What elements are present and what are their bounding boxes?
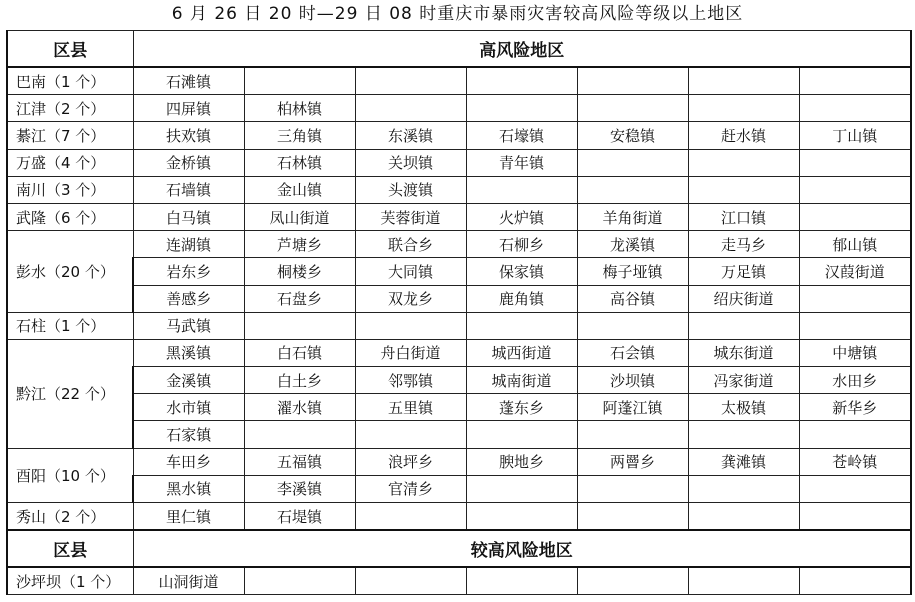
town-cell: 石堤镇 xyxy=(244,503,355,531)
town-cell: 头渡镇 xyxy=(355,176,466,203)
town-cell: 水市镇 xyxy=(133,394,244,421)
empty-cell xyxy=(577,312,688,339)
town-cell: 万足镇 xyxy=(688,258,799,285)
county-cell: 酉阳（10 个） xyxy=(7,448,133,502)
table-row xyxy=(7,567,911,595)
empty-cell xyxy=(688,95,799,122)
empty-cell xyxy=(688,67,799,95)
table-row xyxy=(7,258,911,285)
town-cell: 蓬东乡 xyxy=(466,394,577,421)
empty-cell xyxy=(355,95,466,122)
town-cell: 里仁镇 xyxy=(133,503,244,531)
town-cell: 扶欢镇 xyxy=(133,122,244,149)
town-cell: 石盘乡 xyxy=(244,285,355,312)
town-cell: 石滩镇 xyxy=(133,67,244,95)
town-cell: 苍岭镇 xyxy=(799,448,911,475)
town-cell: 走马乡 xyxy=(688,231,799,258)
empty-cell xyxy=(688,421,799,448)
town-cell: 汉葭街道 xyxy=(799,258,911,285)
county-cell: 綦江（7 个） xyxy=(7,122,133,149)
risk-table xyxy=(6,30,912,595)
empty-cell xyxy=(577,475,688,502)
town-cell: 五里镇 xyxy=(355,394,466,421)
empty-cell xyxy=(688,475,799,502)
town-cell: 石柳乡 xyxy=(466,231,577,258)
town-cell: 龙溪镇 xyxy=(577,231,688,258)
town-cell: 水田乡 xyxy=(799,367,911,394)
county-column-header: 区县 xyxy=(7,31,133,68)
empty-cell xyxy=(799,149,911,176)
empty-cell xyxy=(799,203,911,230)
town-cell: 火炉镇 xyxy=(466,203,577,230)
town-cell: 石壕镇 xyxy=(466,122,577,149)
empty-cell xyxy=(466,67,577,95)
town-cell: 高谷镇 xyxy=(577,285,688,312)
town-cell: 柏林镇 xyxy=(244,95,355,122)
empty-cell xyxy=(799,176,911,203)
empty-cell xyxy=(466,176,577,203)
town-cell: 连湖镇 xyxy=(133,231,244,258)
town-cell: 城东街道 xyxy=(688,339,799,366)
town-cell: 马武镇 xyxy=(133,312,244,339)
town-cell: 新华乡 xyxy=(799,394,911,421)
town-cell: 羊角街道 xyxy=(577,203,688,230)
town-cell: 五福镇 xyxy=(244,448,355,475)
town-cell: 金山镇 xyxy=(244,176,355,203)
county-cell: 江津（2 个） xyxy=(7,95,133,122)
empty-cell xyxy=(355,421,466,448)
empty-cell xyxy=(577,567,688,595)
county-cell: 沙坪坝（1 个） xyxy=(7,567,133,595)
county-column-header: 区县 xyxy=(7,530,133,567)
town-cell: 联合乡 xyxy=(355,231,466,258)
table-row xyxy=(7,203,911,230)
town-cell: 善感乡 xyxy=(133,285,244,312)
town-cell: 沙坝镇 xyxy=(577,367,688,394)
town-cell: 金溪镇 xyxy=(133,367,244,394)
town-cell: 舟白街道 xyxy=(355,339,466,366)
town-cell: 芙蓉街道 xyxy=(355,203,466,230)
empty-cell xyxy=(688,567,799,595)
table-row xyxy=(7,421,911,448)
empty-cell xyxy=(244,312,355,339)
town-cell: 梅子垭镇 xyxy=(577,258,688,285)
town-cell: 金桥镇 xyxy=(133,149,244,176)
town-cell: 白马镇 xyxy=(133,203,244,230)
town-cell: 东溪镇 xyxy=(355,122,466,149)
table-row xyxy=(7,122,911,149)
empty-cell xyxy=(577,421,688,448)
empty-cell xyxy=(799,475,911,502)
empty-cell xyxy=(799,312,911,339)
empty-cell xyxy=(688,176,799,203)
empty-cell xyxy=(577,95,688,122)
empty-cell xyxy=(688,503,799,531)
town-cell: 三角镇 xyxy=(244,122,355,149)
risk-area-column-header: 较高风险地区 xyxy=(133,530,911,567)
table-row xyxy=(7,367,911,394)
town-cell: 四屏镇 xyxy=(133,95,244,122)
empty-cell xyxy=(466,95,577,122)
town-cell: 芦塘乡 xyxy=(244,231,355,258)
town-cell: 中塘镇 xyxy=(799,339,911,366)
table-row xyxy=(7,95,911,122)
empty-cell xyxy=(688,149,799,176)
town-cell: 青年镇 xyxy=(466,149,577,176)
table-row xyxy=(7,448,911,475)
town-cell: 浪坪乡 xyxy=(355,448,466,475)
town-cell: 濯水镇 xyxy=(244,394,355,421)
town-cell: 石墙镇 xyxy=(133,176,244,203)
empty-cell xyxy=(799,567,911,595)
town-cell: 黑溪镇 xyxy=(133,339,244,366)
town-cell: 李溪镇 xyxy=(244,475,355,502)
town-cell: 石家镇 xyxy=(133,421,244,448)
empty-cell xyxy=(688,312,799,339)
town-cell: 关坝镇 xyxy=(355,149,466,176)
town-cell: 大同镇 xyxy=(355,258,466,285)
empty-cell xyxy=(244,67,355,95)
table-row xyxy=(7,231,911,258)
town-cell: 车田乡 xyxy=(133,448,244,475)
empty-cell xyxy=(577,67,688,95)
empty-cell xyxy=(355,67,466,95)
town-cell: 山洞街道 xyxy=(133,567,244,595)
table-row xyxy=(7,339,911,366)
empty-cell xyxy=(355,567,466,595)
county-cell: 万盛（4 个） xyxy=(7,149,133,176)
table-row xyxy=(7,475,911,502)
town-cell: 黑水镇 xyxy=(133,475,244,502)
town-cell: 石林镇 xyxy=(244,149,355,176)
empty-cell xyxy=(799,95,911,122)
empty-cell xyxy=(577,149,688,176)
empty-cell xyxy=(799,503,911,531)
empty-cell xyxy=(244,567,355,595)
empty-cell xyxy=(466,312,577,339)
town-cell: 腴地乡 xyxy=(466,448,577,475)
table-row xyxy=(7,312,911,339)
empty-cell xyxy=(355,503,466,531)
section-header-row xyxy=(7,31,911,68)
table-row xyxy=(7,503,911,531)
county-cell: 武隆（6 个） xyxy=(7,203,133,230)
town-cell: 两罾乡 xyxy=(577,448,688,475)
section-header-row xyxy=(7,530,911,567)
town-cell: 郁山镇 xyxy=(799,231,911,258)
empty-cell xyxy=(799,285,911,312)
town-cell: 太极镇 xyxy=(688,394,799,421)
empty-cell xyxy=(466,475,577,502)
town-cell: 石会镇 xyxy=(577,339,688,366)
table-row xyxy=(7,67,911,95)
town-cell: 冯家街道 xyxy=(688,367,799,394)
town-cell: 丁山镇 xyxy=(799,122,911,149)
town-cell: 白土乡 xyxy=(244,367,355,394)
town-cell: 保家镇 xyxy=(466,258,577,285)
town-cell: 岩东乡 xyxy=(133,258,244,285)
empty-cell xyxy=(355,312,466,339)
page-title: 6 月 26 日 20 时—29 日 08 时重庆市暴雨灾害较高风险等级以上地区 xyxy=(171,4,744,24)
town-cell: 龚滩镇 xyxy=(688,448,799,475)
town-cell: 邻鄂镇 xyxy=(355,367,466,394)
table-row xyxy=(7,149,911,176)
county-cell: 秀山（2 个） xyxy=(7,503,133,531)
county-cell: 南川（3 个） xyxy=(7,176,133,203)
town-cell: 绍庆街道 xyxy=(688,285,799,312)
empty-cell xyxy=(466,503,577,531)
county-cell: 彭水（20 个） xyxy=(7,231,133,313)
empty-cell xyxy=(577,176,688,203)
table-row xyxy=(7,285,911,312)
empty-cell xyxy=(799,421,911,448)
town-cell: 凤山街道 xyxy=(244,203,355,230)
empty-cell xyxy=(577,503,688,531)
county-cell: 黔江（22 个） xyxy=(7,339,133,448)
empty-cell xyxy=(244,421,355,448)
town-cell: 双龙乡 xyxy=(355,285,466,312)
town-cell: 白石镇 xyxy=(244,339,355,366)
risk-area-column-header: 高风险地区 xyxy=(133,31,911,68)
town-cell: 阿蓬江镇 xyxy=(577,394,688,421)
county-cell: 石柱（1 个） xyxy=(7,312,133,339)
town-cell: 安稳镇 xyxy=(577,122,688,149)
town-cell: 桐楼乡 xyxy=(244,258,355,285)
town-cell: 鹿角镇 xyxy=(466,285,577,312)
town-cell: 城西街道 xyxy=(466,339,577,366)
town-cell: 官清乡 xyxy=(355,475,466,502)
town-cell: 赶水镇 xyxy=(688,122,799,149)
county-cell: 巴南（1 个） xyxy=(7,67,133,95)
table-row xyxy=(7,394,911,421)
table-row xyxy=(7,176,911,203)
town-cell: 江口镇 xyxy=(688,203,799,230)
town-cell: 城南街道 xyxy=(466,367,577,394)
empty-cell xyxy=(466,421,577,448)
empty-cell xyxy=(466,567,577,595)
empty-cell xyxy=(799,67,911,95)
